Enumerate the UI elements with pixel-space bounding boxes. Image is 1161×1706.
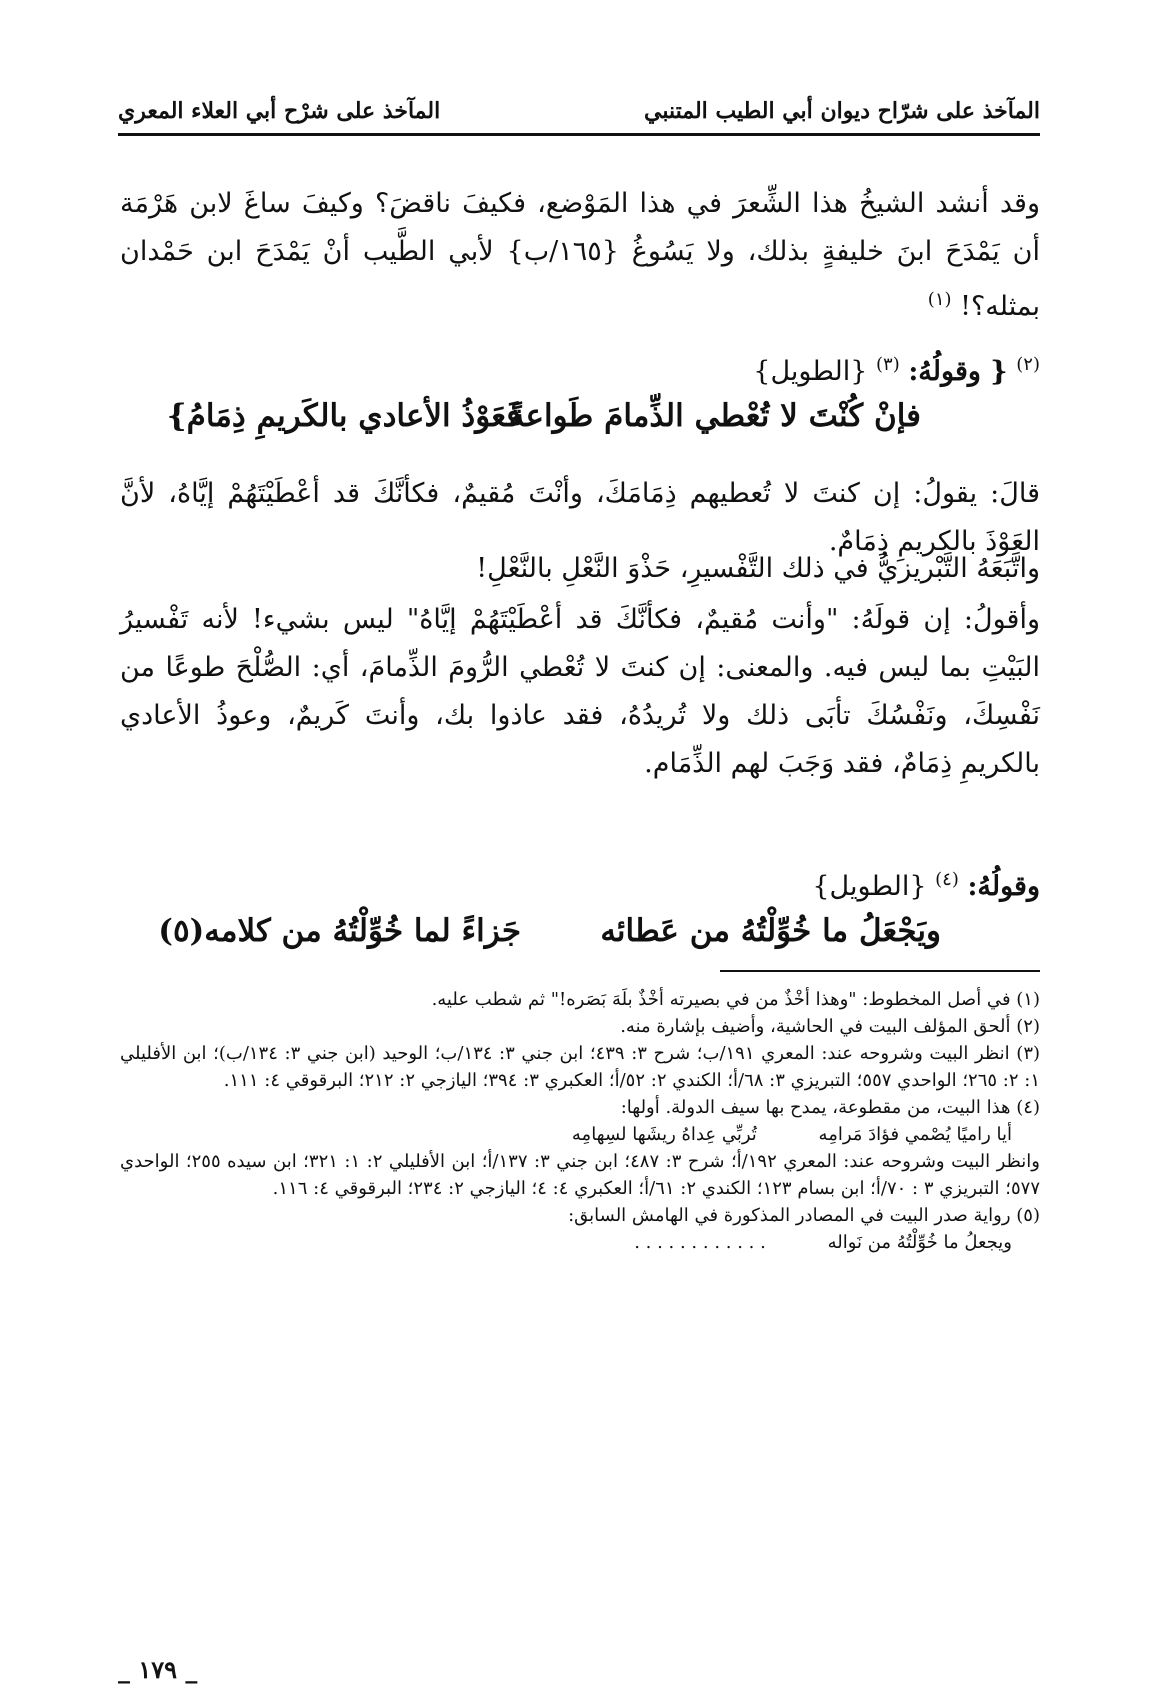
paragraph-3: واتَّبَعَهُ التَّبْريزيُّ في ذلك التَّفْسيرِ، حَذْوَ النَّعْلِ بالنَّعْلِ! bbox=[476, 553, 1040, 584]
footnote-rule bbox=[720, 970, 1040, 972]
verse-2-second-half: جَزاءً لما خُوِّلْتُهُ من كلامه(٥) bbox=[158, 913, 521, 949]
footnote-ref-1: (١) bbox=[927, 289, 952, 310]
footnote-4-rest: وانظر البيت وشروحه عند: المعري ١٩٢/أ؛ شرح ٣: ٤٨٧؛ ابن جني ٣: ١٣٧/أ؛ ابن الأفليلي ٢: ١: ٣٢١؛ ابن سيده ٢٥٥؛ الواحدي ٥٧٧؛ التبريزي ٣ : ٧٠/أ؛ ابن بسام ١٢٣؛ الكندي ٢: ٦١/أ؛ العكبري ٤: ٤؛ اليازجي ٢: ٢٣٤؛ البرقوقي ٤: ١١٦. bbox=[120, 1151, 1040, 1199]
quote-1-header bbox=[120, 345, 1040, 392]
page-header bbox=[118, 94, 1040, 128]
footnote-4-verse bbox=[120, 1121, 1040, 1148]
quote-2-intro: وقولُهُ: bbox=[967, 871, 1040, 902]
header-right-title: المآخذ على شرّاح ديوان أبي الطيب المتنبي bbox=[644, 98, 1040, 124]
paragraph-1-text: وقد أنشد الشيخُ هذا الشِّعرَ في هذا المَوْضع، فكيفَ ناقضَ؟ وكيفَ ساغَ لابن هَرْمَة أن يَمْدَحَ ابنَ خليفةٍ بذلك، ولا يَسُوغُ {١٦٥/ب} لأبي الطَّيب أنْ يَمْدَحَ ابن حَمْدان بمثله؟! bbox=[120, 188, 1040, 322]
verse-1-first-half: فإنْ كُنْتَ لا تُعْطي الذِّمامَ طَواعةً bbox=[508, 398, 921, 434]
page-number: _ ١٧٩ _ bbox=[118, 1655, 198, 1684]
quote-1-intro: { وقولُهُ: bbox=[908, 356, 1008, 387]
footnote-5-verse bbox=[120, 1229, 1040, 1256]
paragraph-1 bbox=[120, 180, 1040, 331]
verse-2-first-half: ويَجْعَلُ ما خُوِّلْتُهُ من عَطائه bbox=[600, 913, 941, 949]
header-left-title: المآخذ على شرْح أبي العلاء المعري bbox=[118, 98, 441, 124]
quote-1-meter: {الطويل} bbox=[753, 356, 868, 387]
footnote-4-verse-first: أيا راميًا يُصْمي فؤادَ مَرامِه bbox=[818, 1124, 1012, 1145]
footnote-5-verse-text: ويجعلُ ما خُوِّلْتُهُ من نَواله bbox=[827, 1232, 1012, 1253]
footnote-1: (١) في أصل المخطوط: "وهذا أخْذٌ من في بصيرته أخْذٌ بلَهَ بَصَره!" ثم شطب عليه. bbox=[431, 989, 1040, 1010]
quote-2-meter: {الطويل} bbox=[812, 871, 927, 902]
footnotes bbox=[120, 986, 1040, 1256]
paragraph-2: قالَ: يقولُ: إن كنتَ لا تُعطيهم ذِمَامَكَ، وأنْتَ مُقيمٌ، فكأنَّكَ قد أعْطَيْتَهُمْ إيَّاهُ، لأنَّ العَوْذَ بالكريمِ ذِمَامٌ. bbox=[120, 478, 1040, 557]
quote-1-ref-2: (٢) bbox=[1016, 354, 1040, 375]
footnote-4-verse-second: تُربِّي عِداهُ ريشَها لسِهامِه bbox=[571, 1124, 757, 1145]
header-rule bbox=[118, 133, 1040, 136]
footnote-3: (٣) انظر البيت وشروحه عند: المعري ١٩١/ب؛ شرح ٣: ٤٣٩؛ ابن جني ٣: ١٣٤/ب؛ الوحيد (ابن جني ٣: ١٣٤/ب)؛ ابن الأفليلي ١: ٢: ٢٦٥؛ الواحدي ٥٥٧؛ التبريزي ٣: ٦٨/أ؛ الكندي ٢: ٥٢/أ؛ العكبري ٣: ٣٩٤؛ اليازجي ٢: ٢١٢؛ البرقوقي ٤: ١١١. bbox=[120, 1043, 1041, 1091]
quote-2-header bbox=[120, 860, 1040, 907]
verse-1-second-half: فَعَوْذُ الأعادي بالكَريمِ ذِمَامُ} bbox=[166, 398, 521, 434]
footnote-5-dots: . . . . . . . . . . . . bbox=[634, 1232, 766, 1253]
footnote-5-intro: (٥) رواية صدر البيت في المصادر المذكورة في الهامش السابق: bbox=[568, 1205, 1040, 1226]
quote-1-ref-3: (٣) bbox=[876, 354, 900, 375]
paragraph-4: وأقولُ: إن قولَهُ: "وأنت مُقيمٌ، فكأنَّكَ قد أعْطَيْتَهُمْ إيَّاهُ" ليس بشيء! لأنه تَفْسيرُ البَيْتِ بما ليس فيه. والمعنى: إن كنتَ لا تُعْطي الرُّومَ الذِّمامَ، أي: الصُّلْحَ طوعًا من نَفْسِكَ، ونَفْسُكَ تأبَى ذلك ولا تُريدُهُ، فقد عاذوا بك، وأنتَ كَريمٌ، وعوذُ الأعادي بالكريمِ ذِمَامٌ، فقد وَجَبَ لهم الذِّمَام. bbox=[120, 604, 1040, 779]
quote-2-ref: (٤) bbox=[935, 869, 959, 890]
footnote-4-intro: (٤) هذا البيت، من مقطوعة، يمدح بها سيف الدولة. أولها: bbox=[620, 1097, 1040, 1118]
footnote-2: (٢) ألحق المؤلف البيت في الحاشية، وأضيف بإشارة منه. bbox=[620, 1016, 1040, 1037]
